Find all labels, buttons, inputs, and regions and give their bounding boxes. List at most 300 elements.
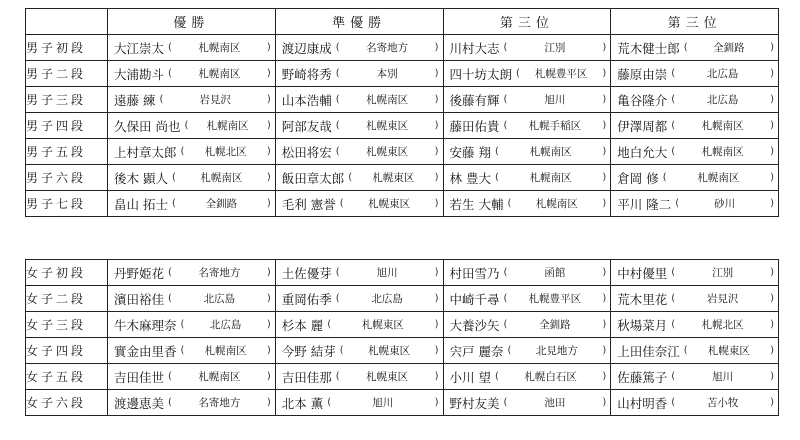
paren-close: ) [602, 319, 607, 330]
table-row [26, 35, 779, 61]
paren-close: ) [602, 293, 607, 304]
club-name: 札幌豊平区 [528, 293, 582, 305]
player-name: 倉岡 修 [617, 170, 659, 186]
player-name: 大養沙矢 [449, 317, 500, 333]
player-name: 林 豊大 [449, 170, 491, 186]
result-entry [276, 165, 443, 190]
result-cell [611, 139, 779, 165]
result-entry [611, 87, 778, 112]
player-name: 山本浩輔 [281, 92, 332, 108]
club-affiliation [671, 66, 774, 81]
table-row [26, 113, 779, 139]
paren-open: ( [184, 120, 189, 131]
club-affiliation [184, 118, 270, 133]
paren-open: ( [339, 198, 344, 209]
result-entry [276, 286, 443, 311]
result-entry [444, 338, 611, 363]
result-cell [275, 312, 443, 338]
result-cell [275, 35, 443, 61]
paren-close: ) [266, 172, 271, 183]
club-name: 札幌白石区 [524, 371, 577, 383]
club-affiliation [504, 317, 607, 332]
club-name: 札幌南区 [198, 68, 241, 80]
paren-close: ) [602, 345, 607, 356]
paren-open: ( [168, 68, 172, 79]
paren-close: ) [434, 293, 439, 304]
paren-close: ) [434, 319, 439, 330]
player-name: 濱田裕佳 [114, 291, 165, 307]
club-affiliation [504, 92, 607, 107]
player-name: 北本 薫 [281, 395, 324, 411]
club-name: 札幌東区 [361, 319, 404, 331]
category-cell: 女子三段 [26, 312, 108, 338]
result-entry [276, 191, 443, 216]
club-affiliation [336, 144, 439, 159]
result-cell [443, 139, 611, 165]
result-entry [108, 191, 275, 216]
paren-close: ) [770, 319, 774, 330]
paren-close: ) [770, 397, 774, 408]
player-name: 大浦勘斗 [114, 66, 165, 82]
result-cell [611, 286, 779, 312]
club-name: 札幌南区 [697, 172, 740, 184]
result-entry [108, 312, 275, 337]
result-entry [444, 35, 611, 60]
table-row [26, 364, 779, 390]
paren-close: ) [434, 345, 439, 356]
club-name: 札幌東区 [368, 198, 411, 210]
result-cell [108, 312, 276, 338]
paren-open: ( [180, 345, 185, 356]
club-name: 札幌東区 [372, 172, 415, 184]
result-cell [108, 139, 276, 165]
club-affiliation [181, 144, 271, 159]
category-cell: 男子三段 [26, 87, 108, 113]
player-name: 藤原由崇 [617, 66, 668, 82]
result-cell [275, 260, 443, 286]
club-affiliation [675, 196, 774, 211]
player-name: 荒木健士郎 [617, 40, 680, 56]
table-row [26, 260, 779, 286]
paren-open: ( [683, 42, 688, 53]
player-name: 毛利 憲誉 [281, 196, 336, 212]
paren-open: ( [335, 371, 340, 382]
paren-open: ( [671, 371, 676, 382]
club-affiliation [168, 40, 271, 55]
club-affiliation [336, 66, 439, 81]
player-name: 阿部友哉 [281, 118, 332, 134]
result-cell [443, 113, 611, 139]
result-entry [108, 35, 275, 60]
paren-close: ) [602, 68, 607, 79]
club-affiliation [172, 170, 271, 185]
club-affiliation [168, 66, 271, 81]
category-cell: 男子初段 [26, 35, 108, 61]
result-cell [275, 191, 443, 217]
club-name: 札幌豊平区 [534, 68, 588, 80]
result-entry [108, 113, 275, 138]
club-name: 岩見沢 [706, 293, 739, 305]
result-entry [108, 87, 275, 112]
result-cell [611, 312, 779, 338]
category-cell: 男子四段 [26, 113, 108, 139]
paren-open: ( [168, 397, 172, 408]
result-cell [275, 87, 443, 113]
club-affiliation [327, 317, 438, 332]
table-row [26, 390, 779, 416]
club-name: 北広島 [203, 293, 236, 305]
paren-open: ( [335, 94, 340, 105]
club-affiliation [336, 40, 439, 55]
paren-open: ( [507, 198, 512, 209]
paren-close: ) [434, 371, 439, 382]
result-entry [611, 139, 778, 164]
club-name: 札幌北区 [701, 319, 744, 331]
paren-open: ( [335, 267, 340, 278]
boys-table-body [26, 35, 779, 217]
club-name: 全釧路 [713, 42, 745, 54]
paren-close: ) [770, 172, 774, 183]
result-cell [611, 113, 779, 139]
club-name: 札幌東区 [366, 146, 409, 158]
club-name: 札幌手稲区 [528, 120, 582, 132]
club-name: 札幌南区 [701, 120, 744, 132]
player-name: 渡辺康成 [281, 40, 332, 56]
club-affiliation [168, 291, 271, 306]
club-affiliation [671, 92, 774, 107]
paren-open: ( [168, 371, 172, 382]
paren-open: ( [503, 397, 508, 408]
paren-open: ( [507, 345, 512, 356]
club-affiliation [504, 118, 607, 133]
paren-open: ( [168, 267, 172, 278]
club-affiliation [168, 265, 271, 280]
club-affiliation [516, 66, 606, 81]
club-name: 札幌東区 [366, 120, 409, 132]
club-affiliation [671, 118, 774, 133]
result-entry [444, 113, 611, 138]
club-affiliation [671, 144, 774, 159]
player-name: 村田雪乃 [449, 265, 500, 281]
club-affiliation [495, 369, 606, 384]
player-name: 伊澤周都 [617, 118, 668, 134]
result-cell [611, 165, 779, 191]
club-name: 北見地方 [535, 345, 578, 357]
club-name: 苫小牧 [706, 397, 739, 409]
result-entry [276, 260, 443, 285]
header-winner: 優勝 [108, 9, 276, 35]
player-name: 野村友美 [449, 395, 500, 411]
player-name: 中村優里 [617, 265, 668, 281]
paren-open: ( [339, 345, 344, 356]
paren-open: ( [494, 172, 499, 183]
paren-open: ( [503, 94, 508, 105]
result-cell [611, 338, 779, 364]
header-runner-up: 準優勝 [275, 9, 443, 35]
result-cell [611, 260, 779, 286]
result-cell [611, 364, 779, 390]
player-name: 亀谷隆介 [617, 92, 668, 108]
result-entry [276, 139, 443, 164]
result-entry [444, 312, 611, 337]
club-name: 札幌南区 [701, 146, 744, 158]
club-name: 札幌南区 [198, 42, 241, 54]
club-affiliation [181, 317, 271, 332]
club-name: 札幌南区 [206, 120, 249, 132]
paren-open: ( [503, 120, 508, 131]
result-entry [108, 260, 275, 285]
result-cell [108, 61, 276, 87]
club-affiliation [168, 369, 271, 384]
club-name: 札幌南区 [200, 172, 243, 184]
paren-open: ( [503, 293, 508, 304]
category-cell: 女子四段 [26, 338, 108, 364]
category-cell: 女子初段 [26, 260, 108, 286]
paren-close: ) [434, 172, 439, 183]
club-name: 本別 [376, 68, 398, 80]
header-third-place: 第三位 [443, 9, 611, 35]
result-entry [611, 165, 778, 190]
result-entry [444, 260, 611, 285]
paren-close: ) [770, 68, 774, 79]
club-name: 札幌東区 [707, 345, 750, 357]
result-cell [275, 338, 443, 364]
girls-table-body [26, 260, 779, 416]
paren-close: ) [602, 120, 607, 131]
paren-close: ) [770, 42, 774, 53]
paren-open: ( [171, 198, 176, 209]
player-name: 藤田佑貴 [449, 118, 500, 134]
club-affiliation [336, 92, 439, 107]
paren-open: ( [335, 68, 340, 79]
result-entry [444, 364, 611, 389]
result-cell [443, 35, 611, 61]
result-cell [443, 191, 611, 217]
result-entry [611, 364, 778, 389]
club-affiliation [671, 395, 774, 410]
club-name: 札幌東区 [368, 345, 411, 357]
player-name: 四十坊太朗 [449, 66, 513, 82]
result-cell [108, 165, 276, 191]
player-name: 杉本 麗 [281, 317, 324, 333]
result-entry [276, 113, 443, 138]
result-cell [108, 113, 276, 139]
result-cell [108, 338, 276, 364]
paren-close: ) [602, 172, 607, 183]
result-cell [611, 35, 779, 61]
result-cell [275, 390, 443, 416]
club-affiliation [671, 317, 774, 332]
paren-open: ( [335, 120, 340, 131]
result-entry [611, 191, 778, 216]
paren-close: ) [434, 397, 439, 408]
club-name: 北広島 [706, 94, 739, 106]
player-name: 秋場菜月 [617, 317, 668, 333]
paren-close: ) [434, 198, 439, 209]
paren-open: ( [683, 345, 688, 356]
result-entry [108, 165, 275, 190]
result-cell [275, 364, 443, 390]
result-entry [108, 364, 275, 389]
player-name: 上田佳奈江 [617, 343, 680, 359]
paren-close: ) [266, 267, 271, 278]
club-affiliation [336, 118, 439, 133]
result-cell [611, 390, 779, 416]
club-affiliation [684, 40, 774, 55]
club-affiliation [504, 291, 607, 306]
category-cell: 女子六段 [26, 390, 108, 416]
player-name: 川村大志 [449, 40, 500, 56]
result-cell [108, 260, 276, 286]
paren-open: ( [516, 68, 520, 79]
table-row [26, 312, 779, 338]
paren-close: ) [770, 267, 774, 278]
result-cell [443, 87, 611, 113]
club-name: 旭川 [372, 397, 394, 409]
table-row [26, 286, 779, 312]
table-row [26, 61, 779, 87]
player-name: 大江崇太 [114, 40, 165, 56]
category-cell: 男子七段 [26, 191, 108, 217]
paren-open: ( [494, 371, 499, 382]
result-cell [443, 165, 611, 191]
result-cell [108, 87, 276, 113]
player-name: 遠藤 練 [114, 92, 156, 108]
paren-open: ( [671, 319, 676, 330]
table-row [26, 139, 779, 165]
result-entry [276, 364, 443, 389]
club-name: 砂川 [714, 198, 736, 210]
result-entry [611, 35, 778, 60]
result-entry [276, 35, 443, 60]
paren-close: ) [434, 42, 439, 53]
result-entry [276, 61, 443, 86]
player-name: 上村章太郎 [114, 144, 177, 160]
result-cell [611, 61, 779, 87]
paren-open: ( [503, 42, 508, 53]
player-name: 安藤 翔 [449, 144, 491, 160]
result-entry [444, 286, 611, 311]
club-affiliation [684, 343, 774, 358]
paren-open: ( [180, 146, 185, 157]
paren-open: ( [671, 68, 676, 79]
header-third-place: 第三位 [611, 9, 779, 35]
paren-close: ) [770, 198, 774, 209]
club-affiliation [495, 144, 606, 159]
club-name: 函館 [544, 267, 566, 279]
paren-close: ) [770, 293, 774, 304]
result-entry [108, 390, 275, 415]
paren-close: ) [266, 94, 271, 105]
paren-open: ( [180, 319, 185, 330]
paren-close: ) [602, 198, 607, 209]
club-name: 江別 [544, 42, 566, 54]
player-name: 小川 望 [449, 369, 491, 385]
result-cell [443, 61, 611, 87]
paren-close: ) [434, 267, 439, 278]
paren-open: ( [168, 293, 172, 304]
player-name: 平川 隆二 [617, 196, 672, 212]
paren-open: ( [335, 42, 340, 53]
player-name: 久保田 尚也 [114, 118, 181, 134]
paren-close: ) [434, 146, 439, 157]
player-name: 吉田佳世 [114, 369, 165, 385]
paren-open: ( [168, 42, 172, 53]
paren-close: ) [266, 371, 271, 382]
category-cell: 男子六段 [26, 165, 108, 191]
paren-close: ) [602, 371, 607, 382]
paren-open: ( [159, 94, 164, 105]
club-affiliation [495, 170, 606, 185]
club-name: 札幌南区 [198, 371, 241, 383]
club-name: 札幌南区 [366, 94, 409, 106]
paren-close: ) [602, 146, 607, 157]
category-cell: 男子二段 [26, 61, 108, 87]
club-name: 北広島 [371, 293, 403, 305]
paren-open: ( [671, 146, 676, 157]
category-cell: 女子二段 [26, 286, 108, 312]
paren-close: ) [770, 345, 774, 356]
table-row [26, 87, 779, 113]
result-entry [611, 113, 778, 138]
player-name: 野崎将秀 [281, 66, 332, 82]
paren-close: ) [266, 120, 271, 131]
player-name: 今野 結芽 [281, 343, 336, 359]
result-cell [443, 286, 611, 312]
result-cell [108, 35, 276, 61]
club-name: 全釧路 [539, 319, 571, 331]
result-cell [108, 191, 276, 217]
paren-open: ( [494, 146, 499, 157]
paren-open: ( [327, 319, 332, 330]
result-entry [276, 312, 443, 337]
club-name: 名寄地方 [366, 42, 409, 54]
paren-close: ) [266, 345, 271, 356]
club-affiliation [671, 291, 774, 306]
paren-open: ( [671, 293, 676, 304]
player-name: 山村明香 [617, 395, 668, 411]
club-affiliation [168, 395, 271, 410]
player-name: 若生 大輔 [449, 196, 504, 212]
table-row [26, 165, 779, 191]
category-cell: 女子五段 [26, 364, 108, 390]
player-name: 渡邊恵美 [114, 395, 165, 411]
player-name: 實金由里香 [114, 343, 177, 359]
result-cell [443, 260, 611, 286]
player-name: 地白允大 [617, 144, 668, 160]
club-affiliation [671, 265, 774, 280]
result-cell [275, 139, 443, 165]
paren-close: ) [770, 371, 774, 382]
paren-close: ) [602, 94, 607, 105]
result-entry [108, 61, 275, 86]
club-name: 旭川 [376, 267, 398, 279]
paren-close: ) [770, 120, 774, 131]
paren-close: ) [434, 94, 439, 105]
paren-open: ( [171, 172, 176, 183]
result-cell [275, 113, 443, 139]
result-entry [276, 390, 443, 415]
player-name: 重岡佑季 [281, 291, 332, 307]
result-cell [611, 191, 779, 217]
paren-close: ) [770, 146, 774, 157]
player-name: 飯田章太郎 [281, 170, 345, 186]
result-entry [611, 260, 778, 285]
table-row [26, 338, 779, 364]
result-cell [443, 338, 611, 364]
paren-close: ) [602, 397, 607, 408]
club-affiliation [671, 369, 774, 384]
